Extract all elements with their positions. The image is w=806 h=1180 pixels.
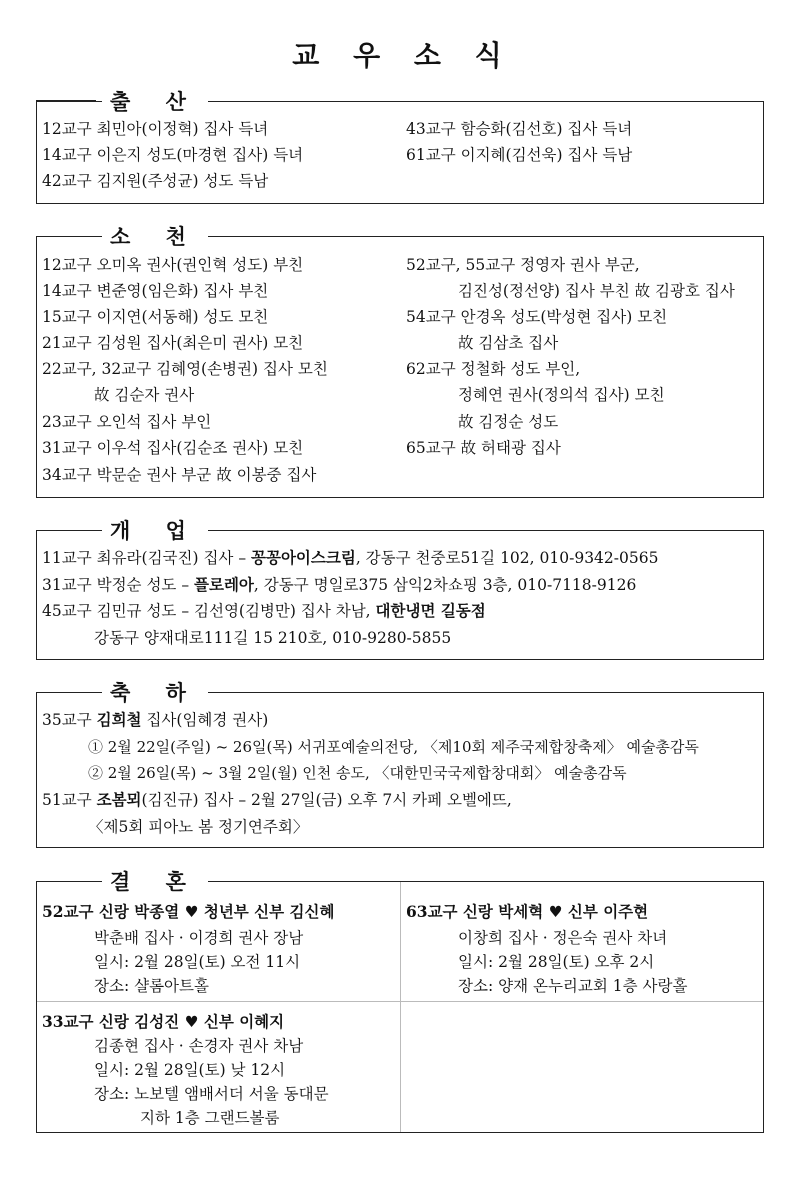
wedding-divider-vertical [400,882,401,1132]
opening-item: 31교구 박정순 성도 – 플로레아, 강동구 명일로375 삼익2차쇼핑 3층, 010-7118-9126 [42,575,637,594]
birth-item: 14교구 이은지 성도(마경현 집사) 득녀 [42,146,304,164]
funeral-item: 정혜연 권사(정의석 집사) 모친 [458,386,665,404]
funeral-item: 23교구 오인석 집사 부인 [42,413,212,431]
wedding-place: 장소: 양재 온누리교회 1층 사랑홀 [458,977,688,995]
wedding-title: 결 혼 [102,866,208,896]
wedding-parents: 박춘배 집사 · 이경희 권사 장남 [94,929,304,947]
wedding-date: 일시: 2월 28일(토) 오후 2시 [458,953,655,971]
birth-item: 43교구 함승화(김선호) 집사 득녀 [406,120,633,138]
birth-item: 61교구 이지혜(김선욱) 집사 득남 [406,146,633,164]
wedding-place: 지하 1층 그랜드볼룸 [140,1109,280,1127]
birth-title: 출 산 [102,86,208,116]
funeral-item: 故 김순자 권사 [94,386,195,404]
birth-item: 12교구 최민아(이정혁) 집사 득녀 [42,120,269,138]
funeral-item: 12교구 오미옥 권사(권인혁 성도) 부친 [42,256,304,274]
wedding-place: 장소: 샬롬아트홀 [94,977,209,995]
opening-item: 강동구 양재대로111길 15 210호, 010-9280-5855 [94,629,452,647]
funeral-item: 31교구 이우석 집사(김순조 권사) 모친 [42,439,304,457]
congrats-item: ② 2월 26일(목) ~ 3월 2일(월) 인천 송도, 〈대한민국국제합창대회〉 예술총감독 [88,764,627,782]
opening-item: 45교구 김민규 성도 – 김선영(김병만) 집사 차남, 대한냉면 길동점 [42,601,486,620]
funeral-item: 22교구, 32교구 김혜영(손병권) 집사 모친 [42,360,328,378]
congrats-item: 35교구 김희철 집사(임혜경 권사) [42,710,269,729]
wedding-parents: 김종현 집사 · 손경자 권사 차남 [94,1037,304,1055]
wedding-head: 52교구 신랑 박종열 ♥ 청년부 신부 김신혜 [42,902,335,921]
opening-title: 개 업 [102,515,208,545]
wedding-place: 장소: 노보텔 앰배서더 서울 동대문 [94,1085,329,1103]
funeral-item: 故 김삼초 집사 [458,334,559,352]
birth-item: 42교구 김지원(주성균) 성도 득남 [42,172,269,190]
congrats-item: ① 2월 22일(주일) ~ 26일(목) 서귀포예술의전당, 〈제10회 제주국제합창축제〉 예술총감독 [88,738,699,756]
congrats-item: 51교구 조봄뫼(김진규) 집사 – 2월 27일(금) 오후 7시 카페 오벨에뜨, [42,790,512,809]
page-title: 교 우 소 식 [292,39,514,72]
funeral-item: 14교구 변준영(임은화) 집사 부친 [42,282,269,300]
funeral-item: 김진성(정선양) 집사 부친 故 김광호 집사 [458,282,735,300]
wedding-head: 63교구 신랑 박세혁 ♥ 신부 이주현 [406,902,649,921]
funeral-title: 소 천 [102,221,208,251]
funeral-item: 故 김정순 성도 [458,413,559,431]
funeral-item: 21교구 김성원 집사(최은미 권사) 모친 [42,334,304,352]
funeral-item: 15교구 이지연(서동해) 성도 모친 [42,308,269,326]
wedding-head: 33교구 신랑 김성진 ♥ 신부 이혜지 [42,1012,285,1031]
wedding-date: 일시: 2월 28일(토) 낮 12시 [94,1061,286,1079]
wedding-parents: 이창희 집사 · 정은숙 권사 차녀 [458,929,668,947]
funeral-item: 34교구 박문순 권사 부군 故 이봉중 집사 [42,466,317,484]
congrats-title: 축 하 [102,677,208,707]
funeral-item: 52교구, 55교구 정영자 권사 부군, [406,256,640,274]
congrats-item: 〈제5회 피아노 봄 정기연주회〉 [88,818,309,836]
funeral-item: 62교구 정철화 성도 부인, [406,360,581,378]
funeral-item: 54교구 안경옥 성도(박성현 집사) 모친 [406,308,668,326]
funeral-item: 65교구 故 허태광 집사 [406,439,561,457]
wedding-divider-horizontal [37,1001,763,1002]
wedding-date: 일시: 2월 28일(토) 오전 11시 [94,953,301,971]
opening-item: 11교구 최유라(김국진) 집사 – 꽁꽁아이스크림, 강동구 천중로51길 102, 010-9342-0565 [42,548,659,567]
